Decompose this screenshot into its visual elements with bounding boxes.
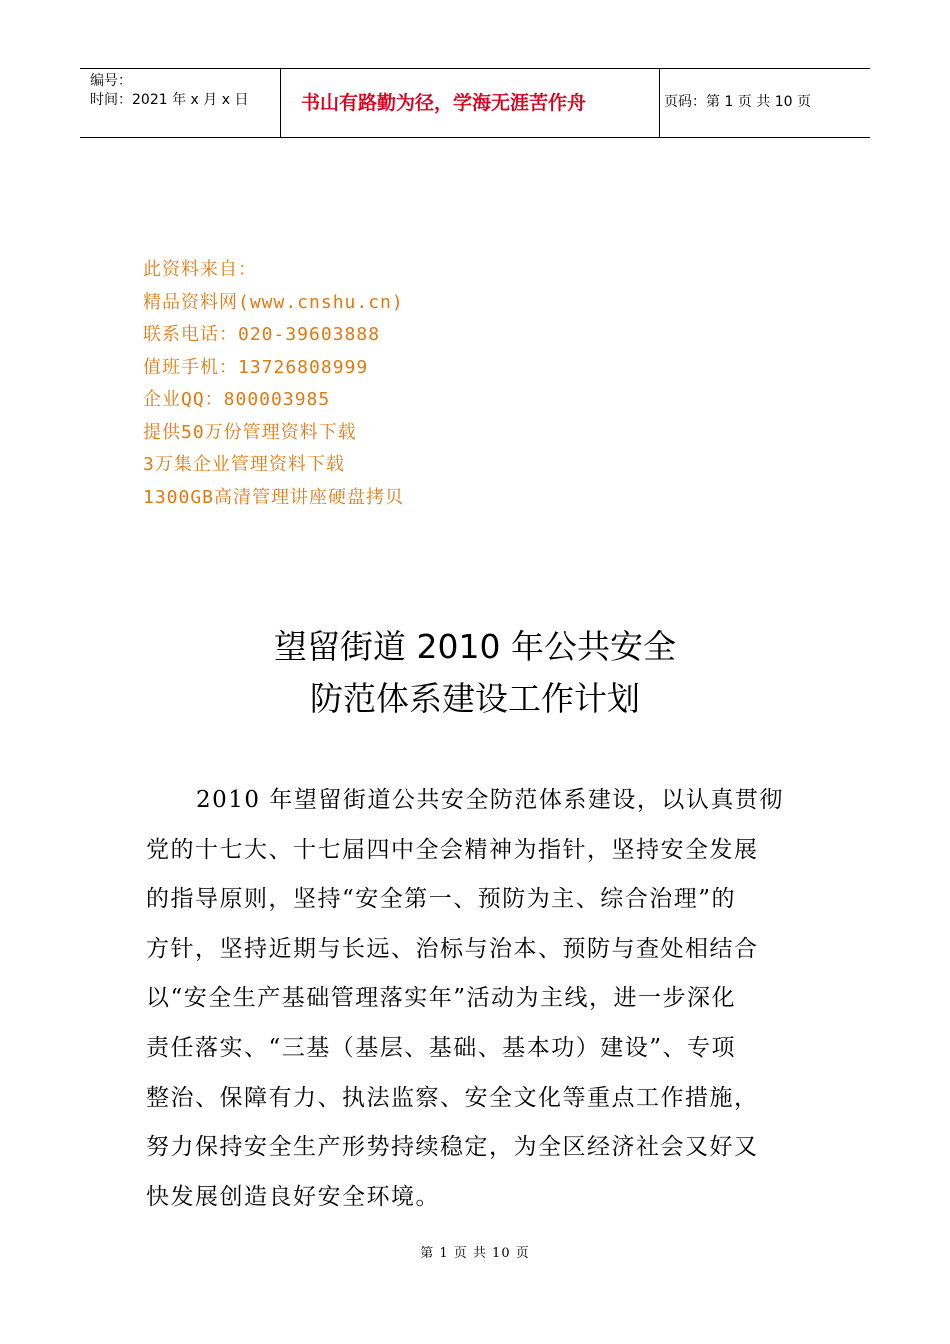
source-info-line: 企业QQ：800003985 xyxy=(143,389,331,410)
header-page-number: 页码：第 1 页 共 10 页 xyxy=(664,94,811,110)
paragraph-line: 方针，坚持近期与长远、治标与治本、预防与查处相结合 xyxy=(146,935,759,962)
source-info-line: 联系电话：020-39603888 xyxy=(143,324,381,345)
source-info-line: 3万集企业管理资料下载 xyxy=(143,454,345,475)
document-date-label: 时间：2021 年 x 月 x 日 xyxy=(90,92,249,108)
header-middle-cell xyxy=(281,69,660,137)
source-info-line: 精品资料网(www.cnshu.cn) xyxy=(143,291,404,313)
document-header xyxy=(80,68,870,138)
paragraph-line: 责任落实、“三基（基层、基础、基本功）建设”、专项 xyxy=(146,1034,737,1061)
paragraph-line: 以“安全生产基础管理落实年”活动为主线，进一步深化 xyxy=(146,985,737,1012)
source-info-line: 1300GB高清管理讲座硬盘拷贝 xyxy=(143,486,405,508)
body-paragraph xyxy=(146,776,806,1222)
header-left-cell xyxy=(80,69,281,137)
header-motto: 书山有路勤为径，学海无涯苦作舟 xyxy=(301,92,587,114)
page-footer: 第 1 页 共 10 页 xyxy=(420,1246,530,1261)
paragraph-line: 2010 年望留街道公共安全防范体系建设，以认真贯彻 xyxy=(196,787,784,813)
source-info-line: 值班手机：13726808999 xyxy=(143,356,369,378)
source-info-line: 提供50万份管理资料下载 xyxy=(143,421,357,443)
paragraph-line: 整治、保障有力、执法监察、安全文化等重点工作措施， xyxy=(146,1084,759,1111)
paragraph-line: 党的十七大、十七届四中全会精神为指针，坚持安全发展 xyxy=(146,836,759,863)
document-number-label: 编号： xyxy=(90,73,132,89)
source-info-line: 此资料来自： xyxy=(143,259,257,280)
document-title-line-1: 望留街道 2010 年公共安全 xyxy=(274,627,676,666)
document-title-line-2: 防范体系建设工作计划 xyxy=(310,679,640,718)
paragraph-line: 的指导原则，坚持“安全第一、预防为主、综合治理”的 xyxy=(146,886,737,913)
source-info-block xyxy=(143,254,643,514)
header-right-cell xyxy=(660,69,870,137)
paragraph-line: 努力保持安全生产形势持续稳定，为全区经济社会又好又 xyxy=(146,1134,759,1161)
paragraph-line: 快发展创造良好安全环境。 xyxy=(146,1183,440,1210)
